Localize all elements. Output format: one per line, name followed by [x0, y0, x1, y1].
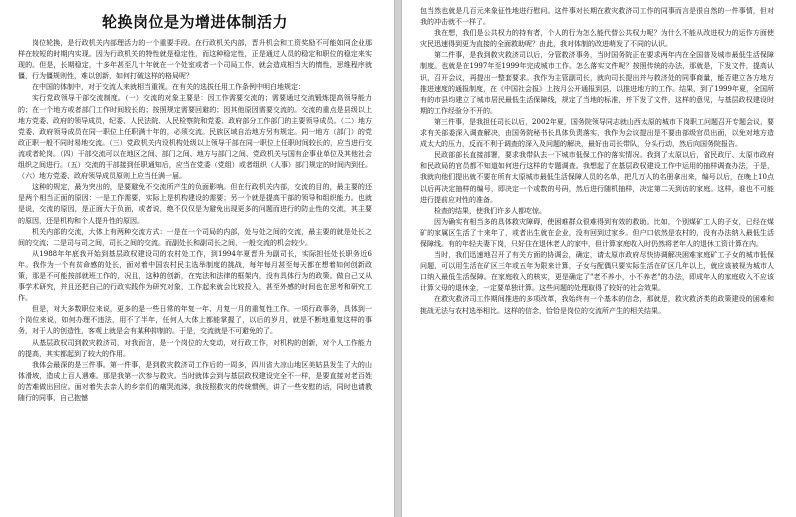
paragraph: 我体会最深的是三件事。第一件事，是到救灾救济司工作后的一周多，四川省大凉山地区美姑县发生了大的山体滑坡，造成上百人遇难。那是我第一次参与救灾。当时就体会到与基层政权建设完全不一样，是要直接对老百姓的苦难做出回应。面对着失去亲人的乡亲们的痛哭流涕，我按照救灾的传统惯例，讲了一些安慰的话，同时也请教随行的同事，自己抱憾 — [18, 360, 372, 402]
document-page-right — [401, 0, 796, 517]
paragraph: 第二件事，是我到救灾救济司以后，分管救济事务，当时国务院正在要求两年内在全国普及城市最低生活保障制度。也就是在1997年至1999年完成城市工作。怎么落实文件呢？按照传统的办法，那就是，下发文件，提高认识，召开会议，再提出一整套要求。我作为主管副司长，就向司长提出并与救济处的同事商量，能否建立各方地方推进速度的通报制度，在《中国社会报》上按月公开通报到县，以推进地方的工作。结果，到了1999年夏，全国所有的市县均建立了城市居民最低生活保障线，规定了当地的标准，并下发了文件，这样的意见，与基层政权建设时期的工作经验分不开的。 — [420, 51, 774, 115]
paragraph: 因为确实有相当多的具体救灾障碍，使困难群众很难得到有效的救助。比如，个别煤矿工人的子女，已经在煤矿的家属区生活了十来年了，或者出生就在企业，没有回到过家乡。但户口依然是农村的，没有办法纳入最低生活保障线。有的年轻夫妻下岗，只好住在退休老人的家中，但计算家庭收入时仍然将老年人的退休工资计算在内。 — [420, 217, 774, 248]
paragraph: 但是，对大多数职位来说，更多的是一些日常的年复一年、月复一月的重复性工作。一项行政事务，具体到一个岗位来说，如何办理不违法，用不了半年，任何人大体上都能掌握了，以后的岁月，就是不断地重复这样的事务，对于人的创造性，客观上就是会有某种抑制的。于是，交流就是不可避免的了。 — [18, 305, 372, 336]
paragraph: 在中国的体制中，对于交流人来就相当重视。在有关的选拔任用工作条例中明白地规定： — [32, 83, 305, 92]
paragraph: 实行党政领导干部交流制度。（一）交流的对象主要是：因工作需要交流的；需要通过交流锻炼提高领导能力的；在一个地方或者部门工作时间较长的；按照规定需要回避的；因其他原因需要交流的。交流的重点是县级以上地方党委、政府的领导成员，纪委、人民法院、人民检察院和党委、政府部分工作部门的主要领导成员。（二）地方党委、政府领导成员在同一职位上任职满十年的，必须交流。民族区域自治地方另有规定。同一地方（部门）的党政正职一般不同时易地交流。（三）党政机关内设机构处级以上领导干部在同一职位上任职时间较长的，应当进行交流或者轮岗。（四）干部交流可以在地区之间、部门之间、地方与部门之间、党政机关与国有企事业单位及其他社会组织之间进行。（五）交流的干部接到任职通知后，应当在党委（党组）或者组织（人事）部门规定的时间内到任。（六）地方党委、政府领导成员原则上应当任满一届。 — [18, 94, 372, 181]
page-title: 轮换岗位是为增进体制活力 — [101, 13, 288, 31]
paragraph: 检查的结果，使我们许多人都吃惊。 — [434, 206, 546, 215]
paragraph: 我在想，我们是公共权力的持有者，个人的行为怎么能代替公共权力呢？为什么不能从改进权力的运作方面使灾民迅速得到更为直接的全面救助呢？由此，我对体制的改进萌发了不同的认识。 — [420, 29, 774, 49]
paragraph: 从基层政权司到救灾救济司，对我而言，是一个岗位的大变动，对行政工作，对机构的创新，对个人工作能力的提高，其实都起到了较大的作用。 — [18, 338, 372, 358]
paragraph: 第三件事，是我担任司长以后，2002年夏，国务院领导同志就山西太原的城市下岗职工问题召开专题会议，要求有关部委深入调查解决，由国务院秘书长具体负责落实，我作为会议提出是不要由部级官员出面，以免对地方造成太大的压力，反而不利于调查的深入及问题的解决，最好由司长带队，分头行动，然后向国务院报告。 — [420, 117, 774, 149]
paragraph: 机关内部的交流，大体上有两种交流方式：一是在一个司局的内部，处与处之间的交流，最主要的就是处长之间的交流；二是司与司之间，司长之间的交流。而副处长和副司长之间，一般交流的机会较少。 — [18, 227, 372, 247]
paragraph: 包当然也就是几百元来象征性地进行慰问。这件事对长期在救灾救济司工作的同事而言是很自然的一件事情，但对我的冲击就不一样了。 — [420, 7, 774, 27]
paragraph: 岗位轮换，是行政机关内部理活力的一个重要手段。在行政机关内部，晋升机会和工资奖励不可能如同企业那样在较短的时期内实现。因为行政机关的特性就是稳定性，而这种稳定性，正是通过人员的稳定和职位的稳定来实现的。但是，长期稳定，十多年甚至几十年就在一个处室或者一个司局工作，就会造成相当大的惰性，思维程序就僵，行为僵规则性，难以创新，如何打破这样的格局呢？ — [18, 39, 372, 81]
paragraph: 当时，我们迅速地召开了有关方面的协调会，确定，请太原市政府尽快协调解决困难家庭矿工子女的城市低保问题，可以用生活在矿区三年或五年为限来计算，子女与配偶只要实际生活在矿区几年以上，就应该被视为城市人口纳入最低生活保障。在家庭收入的核实，更是确定了"老不养小，小不养老"的办法，即成年人的家庭收入不应该计算父母的退休金，一定要单独计算。这些问题的处理取得了较好的社会效果。 — [420, 251, 774, 293]
paragraph: 从1988年年底我开始到基层政权建设司的农村处工作，到1994年夏晋升为副司长，实际担任处长职务近6年。我作为一个有贫命感的处长，面对着中国农村民主选举制度的挑战，每年每月甚至每天都在想着如何创新政策，那是不可能按部就班工作的，况且，这种的创新，在宪法和法律的框架内，没有具体行为的政策。做自己又从事学术研究，并且还把自己的行政实践作为研究对象，工作起来就会比较投入，甚至外感的时间也在思考和研究工作。 — [18, 249, 372, 303]
paragraph: 这种的规定，最为突出的，是要避免不交流所产生的负面影响。但在行政机关内部，交流的目的，最主要的还是两个相当正面的原因：一是工作需要，实际上是机构建设的需要；另一个就是提高干部的领导和组织能力。也就是说，交流的原因，是正面大于负面，或者说，绝不仅仅是为避免出现更多的问题而进行的防止性的交流，其主要的原因，还是机构和个人提升性的原因。 — [18, 183, 372, 225]
paragraph: 在救灾救济司工作期间推进的多项改革，我始终有一个基本的信念，那就是，救灾救济类的政策建设的困难和挑战无法与农村选举相比。这样的信念，恰恰是岗位的交流所产生的相关结果。 — [420, 295, 774, 315]
document-page-left — [0, 0, 395, 517]
paragraph: 民政部部长直接部署，要求我带队去一下城市低保工作的落实情况。我到了太原以后，省民政厅、太原市政府和民政局的官员都不知道如何进行这样的专题调查。我想起了在基层政权建设工作中运用的抽样调查办法，于是，我就向他们提出就不要在所有太原城市最低生活保障人员的名单，把几万人的名册拿出来，编号以后，在晚上10点以后再决定抽样的编号，即决定一个或数的号码，然后进行随机抽样，决定第二天到访的家庭。这样，谁也不可能进行提前应对性的准备。 — [420, 151, 774, 204]
